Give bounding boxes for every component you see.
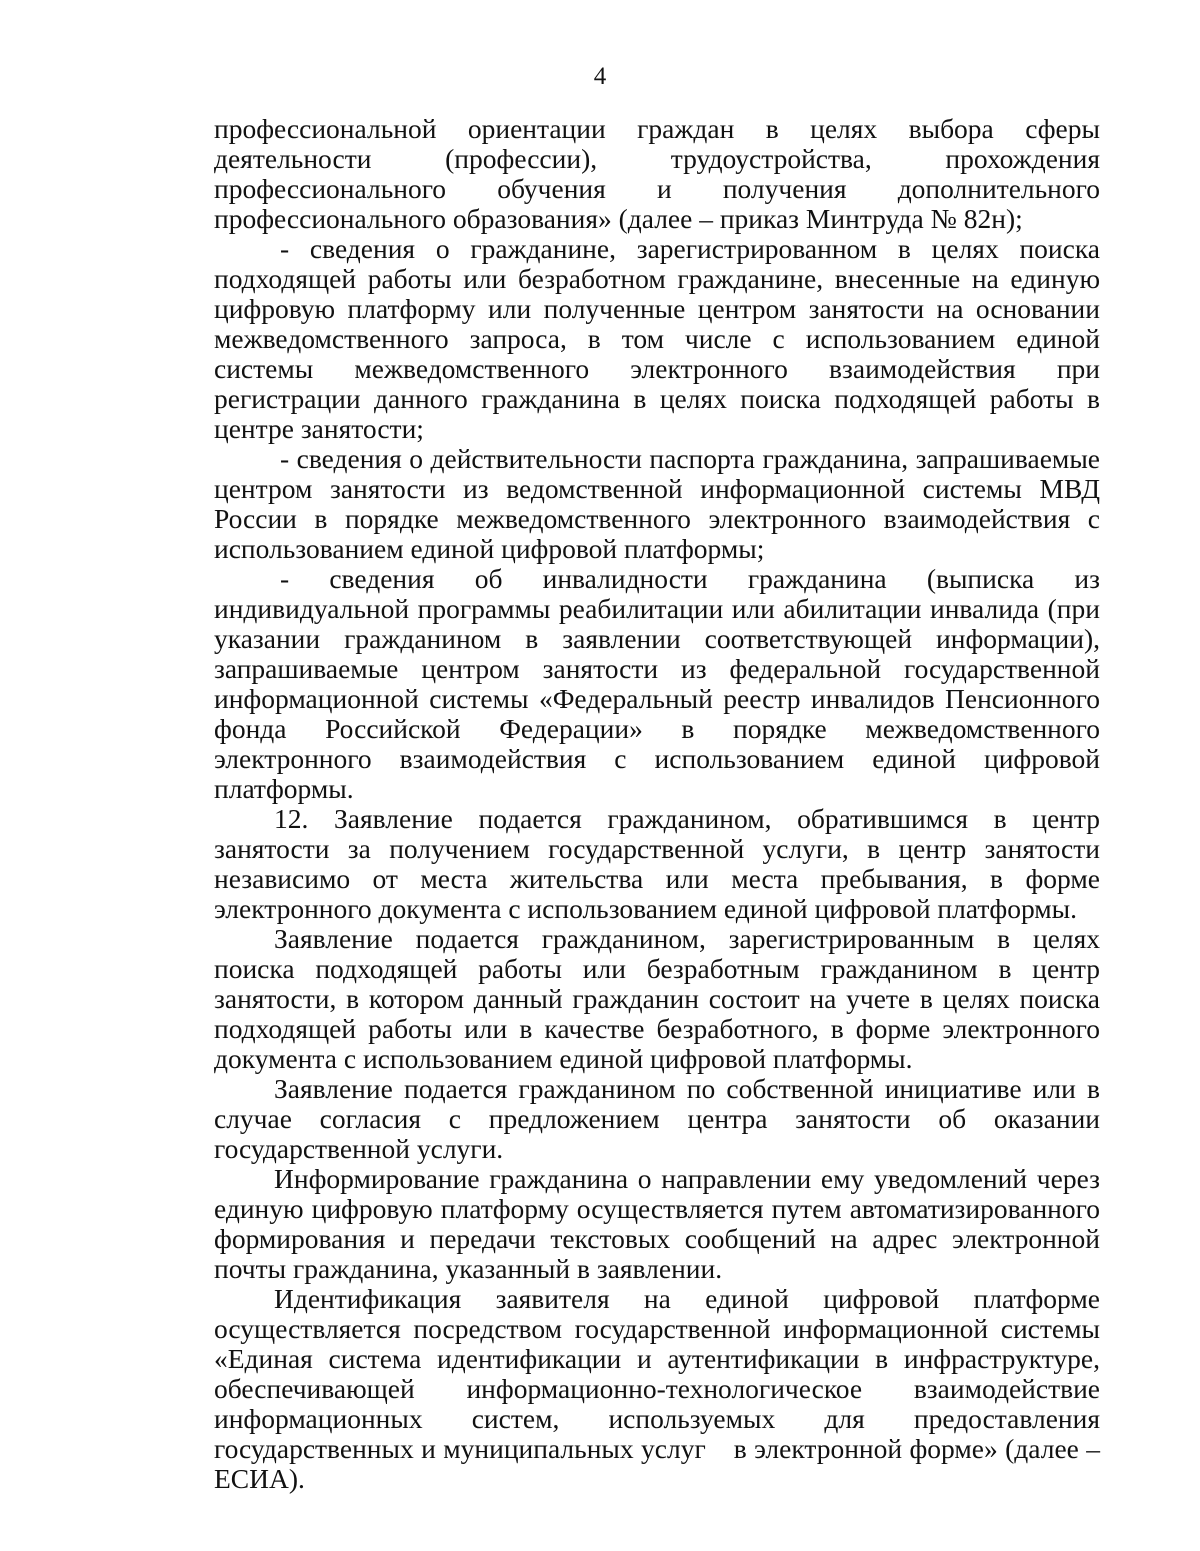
paragraph-registered-citizen: Заявление подается гражданином, зарегистрированным в целях поиска подходящей работы или безработным гражданином в центр занятости, в котором данный гражданин состоит на учете в целях поиска подходящей работы или в качестве безработного, в форме электронного документа с использованием единой цифровой платформы. [214, 923, 1100, 1074]
paragraph-continuation: профессиональной ориентации граждан в целях выбора сферы деятельности (профессии), трудоустройства, прохождения профессионального обучения и получения дополнительного профессионального образования» (далее – приказ Минтруда № 82н); [214, 113, 1100, 234]
paragraph-identification [214, 1284, 1100, 1494]
identification-text-start: Идентификация заявителя на единой цифровой платформе осуществляется посредством государственной информационной системы «Единая система идентификации и аутентификации в инфраструктуре, обеспечивающей информационно-технологическое взаимодействие информационных систем, используемых для предоставления государственных и муниципальных услуг [214, 1283, 1100, 1464]
paragraph-notification: Информирование гражданина о направлении ему уведомлений через единую цифровую платформу осуществляется путем автоматизированного формирования и передачи текстовых сообщений на адрес электронной почты гражданина, указанный в заявлении. [214, 1163, 1100, 1284]
paragraph-disability-info: - сведения об инвалидности гражданина (выписка из индивидуальной программы реабилитации или абилитации инвалида (при указании гражданином в заявлении соответствующей информации), запрашиваемые центром занятости из федеральной государственной информационной системы «Федеральный реестр инвалидов Пенсионного фонда Российской Федерации» в порядке межведомственного электронного взаимодействия с использованием единой цифровой платформы. [214, 563, 1100, 804]
page-number: 4 [593, 63, 607, 90]
document-body [214, 114, 1100, 1494]
identification-text-end: в электронной форме» (далее – ЕСИА). [214, 1433, 1100, 1494]
paragraph-passport-info: - сведения о действительности паспорта гражданина, запрашиваемые центром занятости из ведомственной информационной системы МВД России в порядке межведомственного электронного взаимодействия с использованием единой цифровой платформы; [214, 443, 1100, 564]
paragraph-citizen-info: - сведения о гражданине, зарегистрированном в целях поиска подходящей работы или безработном гражданине, внесенные на единую цифровую платформу или полученные центром занятости на основании межведомственного запроса, в том числе с использованием единой системы межведомственного электронного взаимодействия при регистрации данного гражданина в целях поиска подходящей работы в центре занятости; [214, 233, 1100, 444]
paragraph-own-initiative: Заявление подается гражданином по собственной инициативе или в случае согласия с предложением центра занятости об оказании государственной услуги. [214, 1073, 1100, 1164]
paragraph-item-12: 12. Заявление подается гражданином, обратившимся в центр занятости за получением государственной услуги, в центр занятости независимо от места жительства или места пребывания, в форме электронного документа с использованием единой цифровой платформы. [214, 803, 1100, 924]
